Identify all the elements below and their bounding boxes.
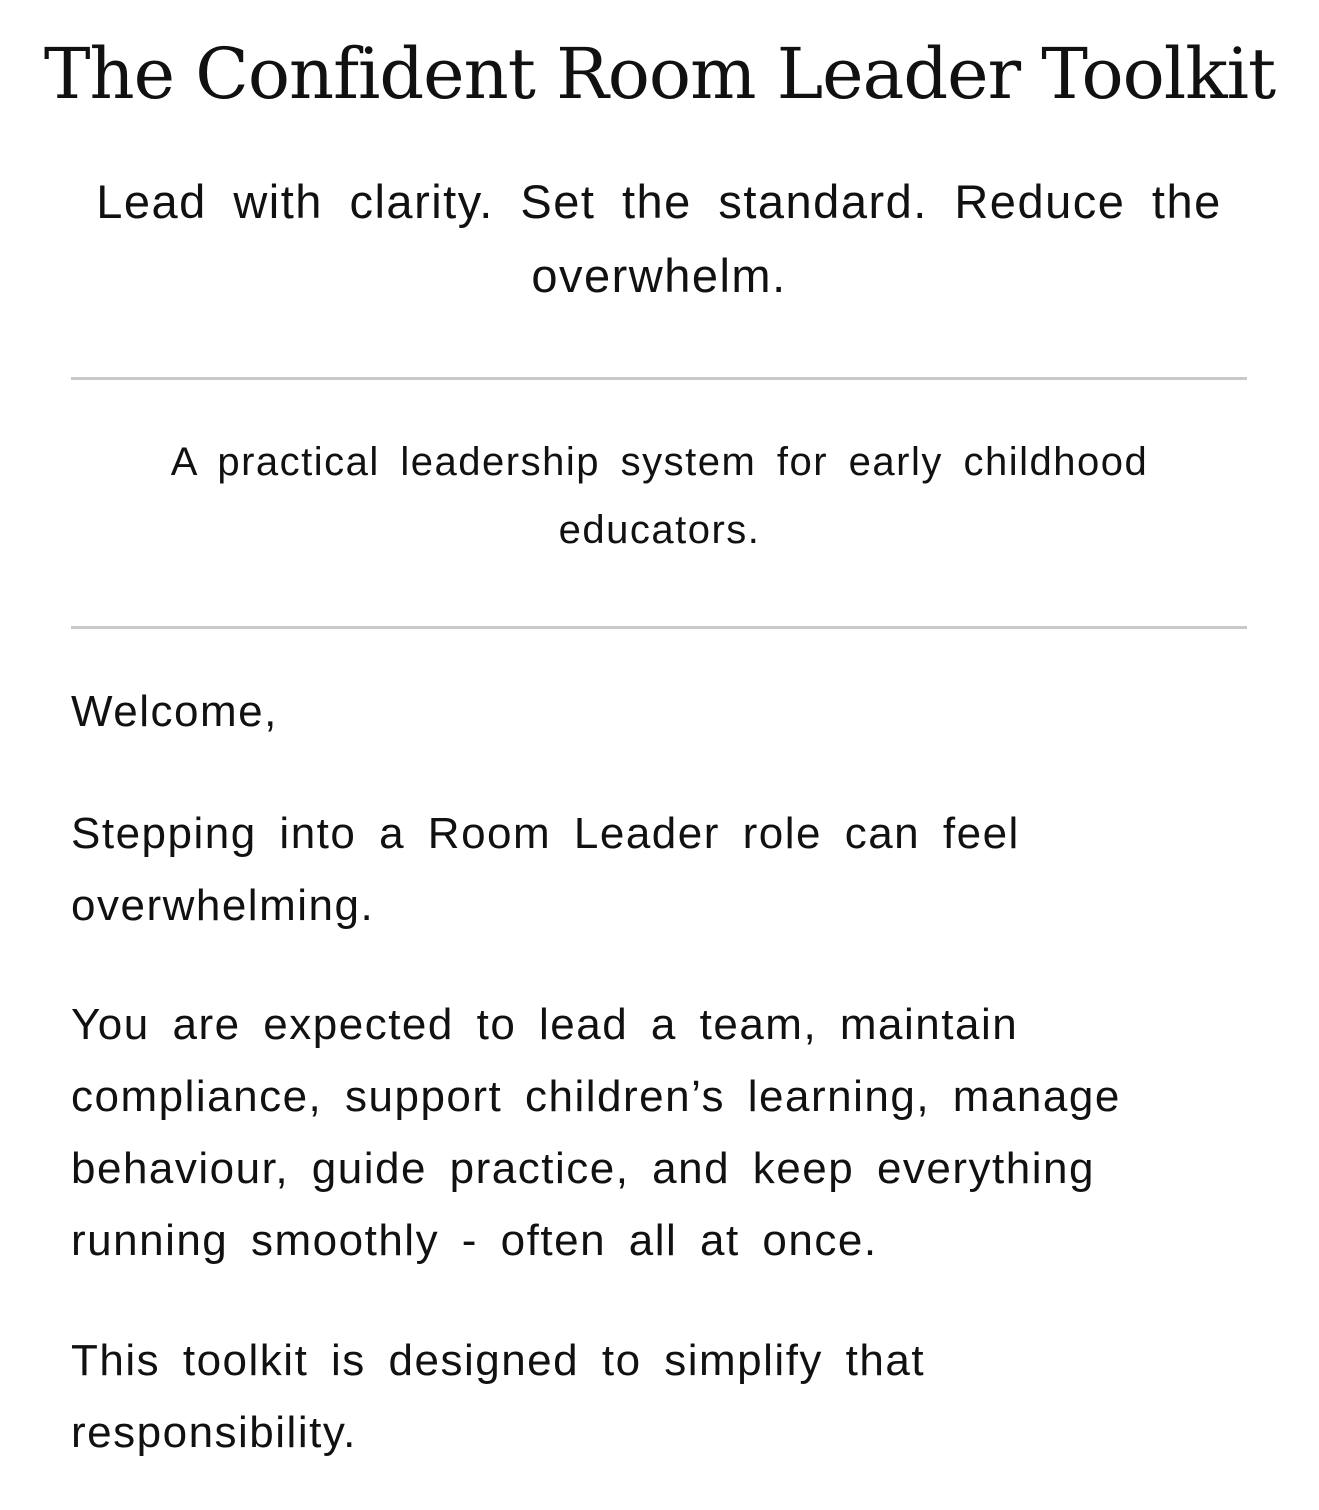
greeting-text: Welcome, <box>71 687 278 736</box>
tagline: A practical leadership system for early childhood educators. <box>170 440 1149 552</box>
section-divider <box>71 626 1247 629</box>
page-subtitle: Lead with clarity. Set the standard. Reduce the overwhelm. <box>96 175 1222 302</box>
body-paragraph: Stepping into a Room Leader role can feel overwhelming. <box>71 809 1020 930</box>
body-paragraph: You are expected to lead a team, maintain compliance, support children’s learning, manage behaviour, guide practice, and keep everything running smoothly - often all at once. <box>71 1000 1121 1265</box>
body-paragraph: This toolkit is designed to simplify that responsibility. <box>71 1336 926 1457</box>
page-title: The Confident Room Leader Toolkit <box>43 33 1276 115</box>
section-divider <box>71 377 1247 380</box>
